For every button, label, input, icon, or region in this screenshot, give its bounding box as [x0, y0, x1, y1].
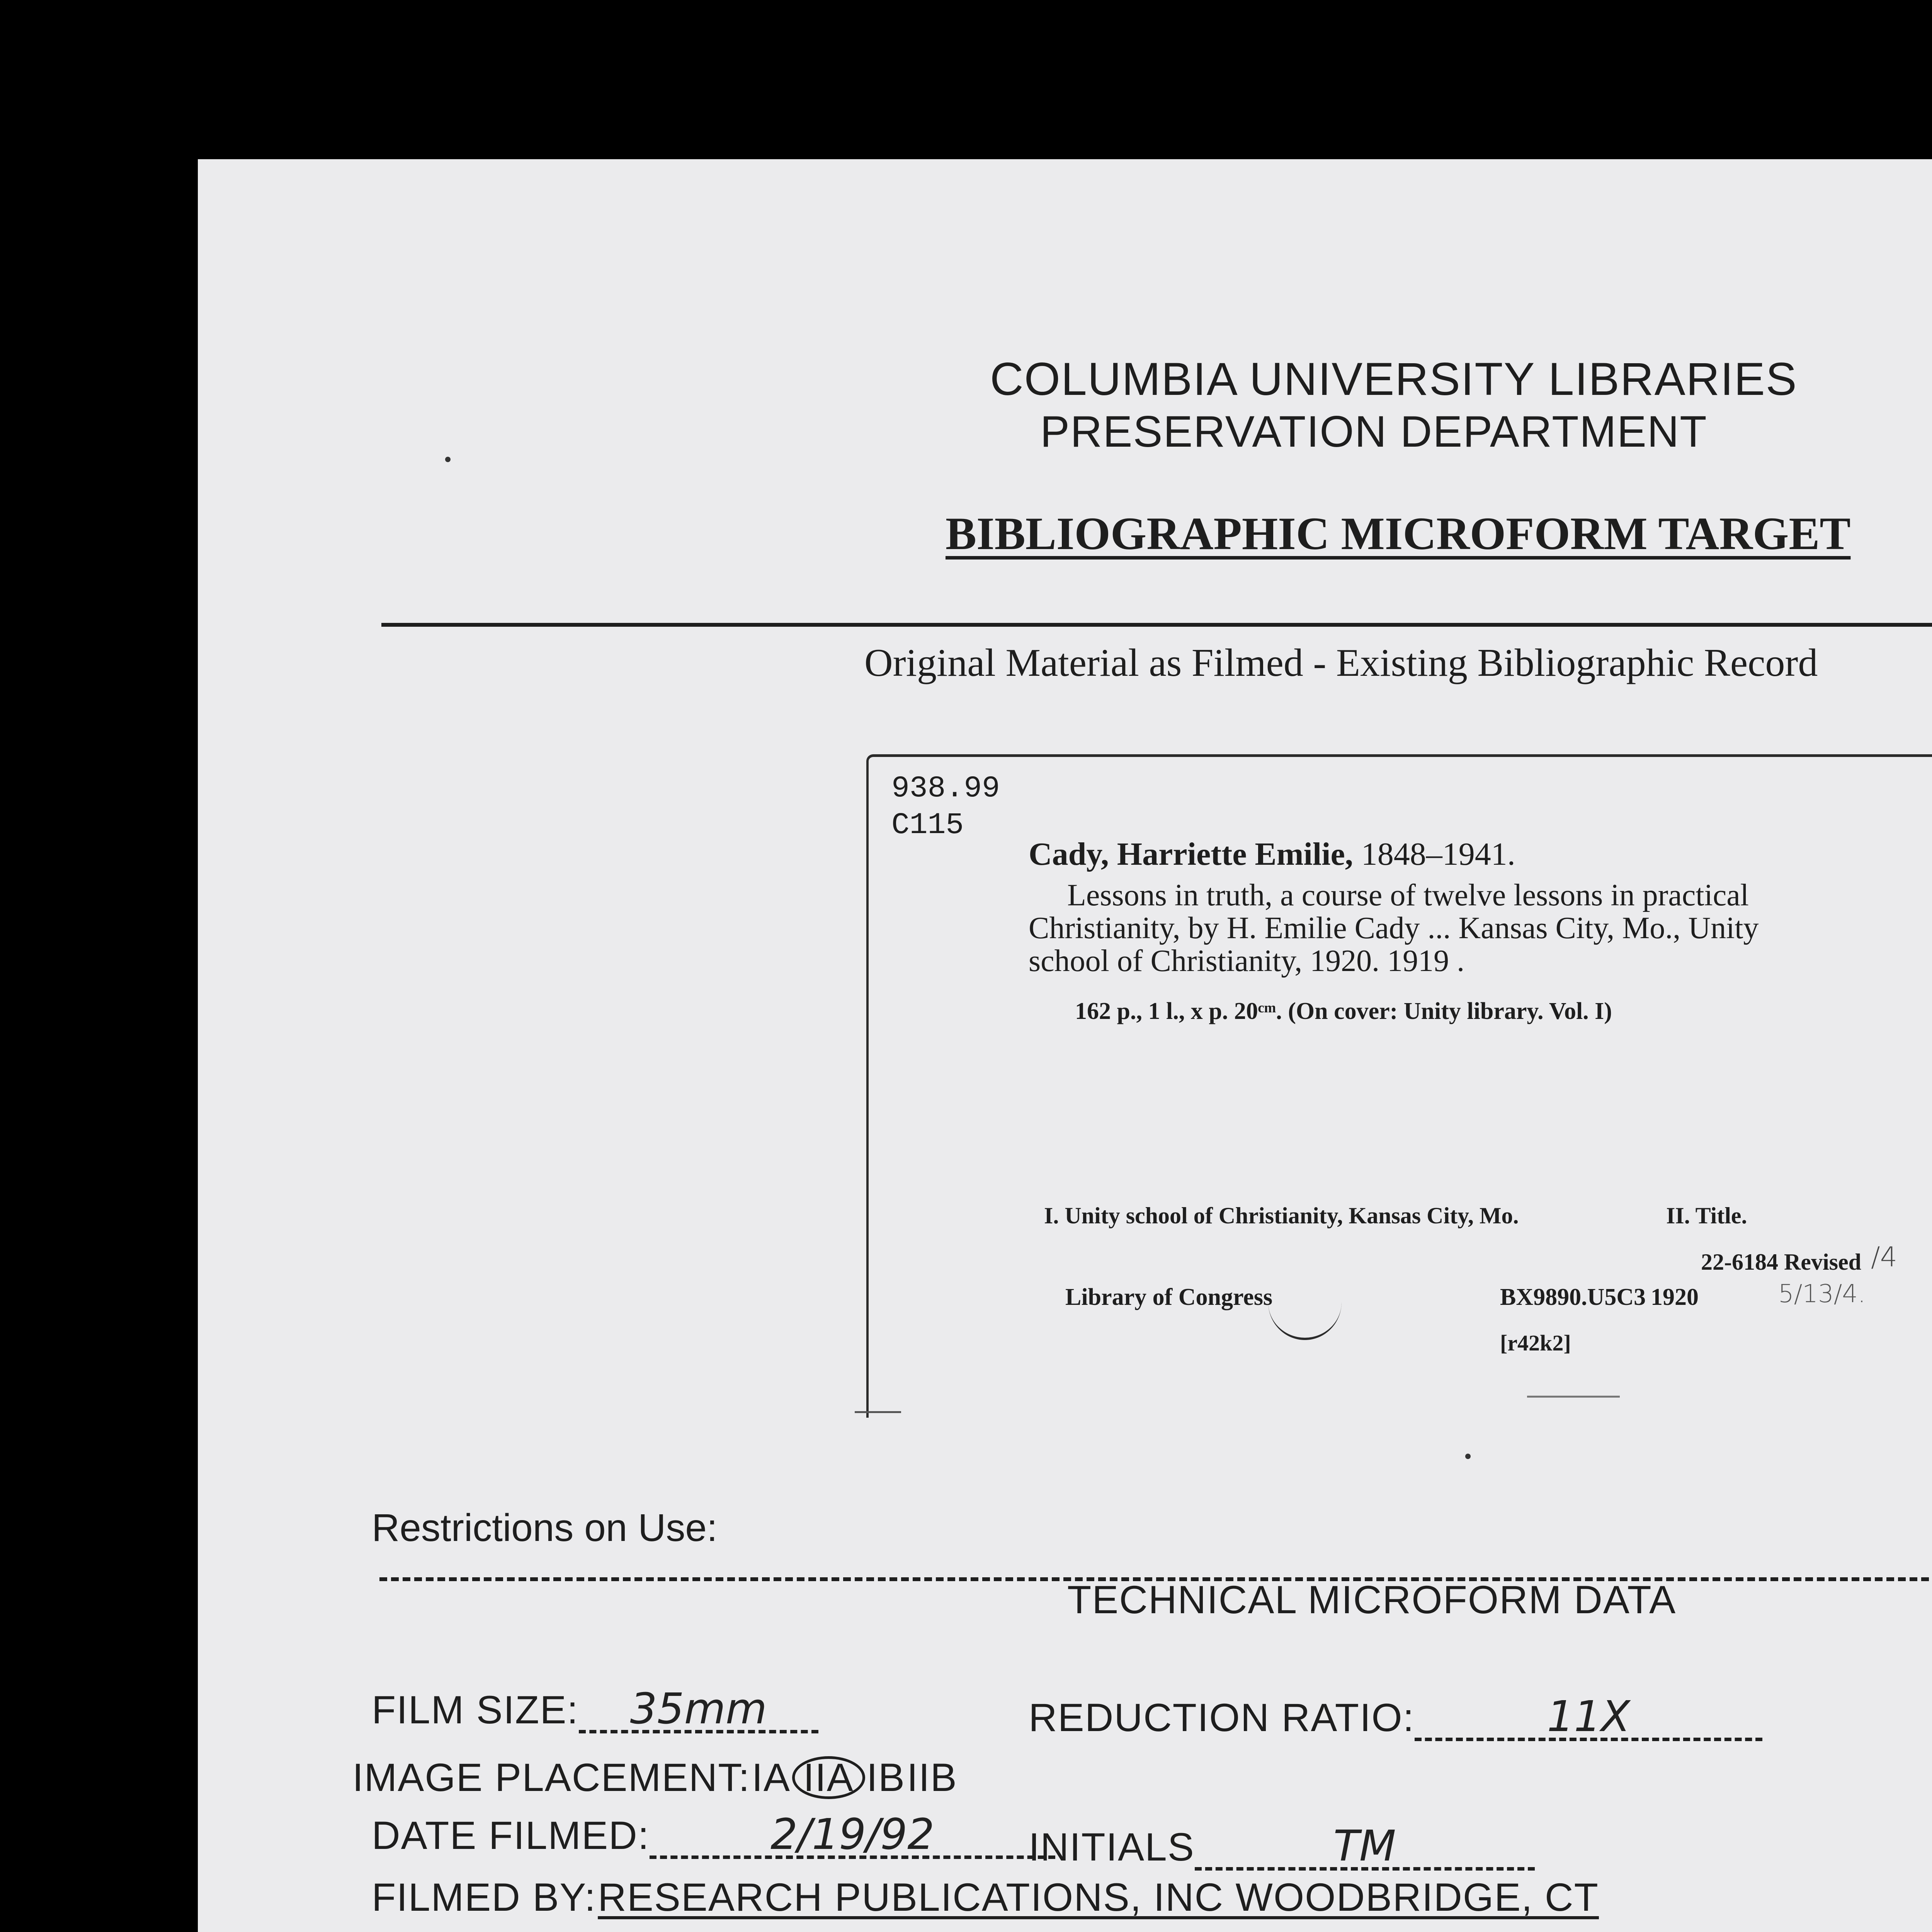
- author-name: Cady, Harriette Emilie,: [1029, 836, 1353, 872]
- card-tracing-2: II. Title.: [1666, 1203, 1747, 1228]
- card-punch-hole: [1268, 1264, 1342, 1340]
- technical-title: TECHNICAL MICROFORM DATA: [1067, 1578, 1677, 1622]
- card-title-line3: school of Christianity, 1920. 1919 .: [1029, 944, 1465, 978]
- date-filmed-label: DATE FILMED:: [372, 1813, 650, 1857]
- initials-blank: [1195, 1821, 1535, 1871]
- placement-option-iia-selected: IIA: [792, 1756, 865, 1799]
- card-classification: BX9890.U5C3: [1500, 1284, 1646, 1310]
- date-filmed-field: [372, 1810, 1055, 1859]
- card-edge-mark: [855, 1411, 901, 1413]
- placement-option-iib: IIB: [907, 1755, 957, 1799]
- org-name: COLUMBIA UNIVERSITY LIBRARIES: [990, 353, 1798, 405]
- target-title: BIBLIOGRAPHIC MICROFORM TARGET: [946, 508, 1851, 559]
- restrictions-label: Restrictions on Use:: [372, 1506, 718, 1549]
- microform-target-sheet: [198, 159, 1932, 1932]
- filmed-by-label: FILMED BY:: [372, 1875, 597, 1919]
- initials-label: INITIALS: [1029, 1825, 1195, 1869]
- author-dates: 1848–1941.: [1361, 836, 1515, 872]
- card-collation: 162 p., 1 l., x p. 20ᶜᵐ. (On cover: Unity library. Vol. I): [1075, 998, 1612, 1024]
- film-size-blank: [579, 1684, 818, 1733]
- card-edge-mark: [1527, 1396, 1620, 1398]
- reduction-ratio-label: REDUCTION RATIO:: [1029, 1696, 1415, 1740]
- card-tracing-1: I. Unity school of Christianity, Kansas City, Mo.: [1044, 1203, 1519, 1228]
- date-filmed-blank: [650, 1810, 1055, 1859]
- film-size-value: 35mm: [630, 1684, 767, 1733]
- dust-speck: [445, 457, 451, 462]
- reduction-ratio-blank: [1415, 1692, 1762, 1741]
- placement-option-ia: IA: [752, 1755, 791, 1799]
- card-title-line1: Lessons in truth, a course of twelve lessons in practical: [1067, 878, 1749, 912]
- film-size-field: [372, 1684, 818, 1733]
- filmed-by-value: RESEARCH PUBLICATIONS, INC WOODBRIDGE, CT: [598, 1875, 1599, 1919]
- card-year: 1920: [1651, 1284, 1699, 1310]
- film-size-label: FILM SIZE:: [372, 1688, 579, 1732]
- revised-annotation: /4: [1871, 1241, 1898, 1273]
- reduction-ratio-field: [1029, 1692, 1762, 1741]
- dust-speck: [1465, 1454, 1471, 1459]
- original-material-label: Original Material as Filmed - Existing Bibliographic Record: [864, 641, 1818, 685]
- call-number-line2: C115: [891, 808, 964, 842]
- card-title-line2: Christianity, by H. Emilie Cady ... Kansas City, Mo., Unity: [1029, 911, 1759, 945]
- divider: [381, 623, 1932, 627]
- date-filmed-value: 2/19/92: [770, 1810, 935, 1859]
- org-department: PRESERVATION DEPARTMENT: [1040, 407, 1708, 456]
- image-placement-label: IMAGE PLACEMENT:: [352, 1755, 750, 1799]
- image-placement-field: [352, 1755, 957, 1800]
- placement-option-ib: IB: [866, 1755, 906, 1799]
- card-record-number: [r42k2]: [1500, 1330, 1571, 1355]
- card-lccn: 22-6184 Revised: [1701, 1249, 1861, 1275]
- filmed-by-field: [372, 1875, 1599, 1920]
- card-author: [1029, 835, 1515, 873]
- call-number-line1: 938.99: [891, 772, 1000, 806]
- reduction-ratio-value: 11X: [1547, 1692, 1630, 1741]
- handwritten-date: 5/13/4.: [1778, 1280, 1866, 1308]
- card-library: Library of Congress: [1065, 1284, 1273, 1310]
- initials-field: [1029, 1821, 1535, 1871]
- initials-value: TM: [1333, 1821, 1396, 1871]
